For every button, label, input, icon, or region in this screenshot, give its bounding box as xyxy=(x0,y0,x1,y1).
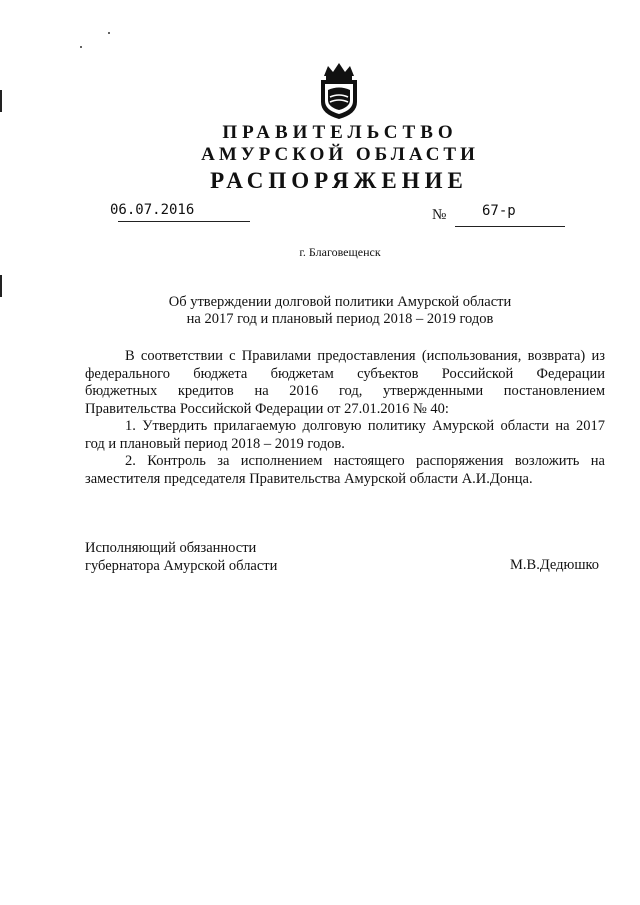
document-body xyxy=(85,348,605,488)
title-line: на 2017 год и плановый период 2018 – 2019 годов xyxy=(186,311,494,327)
title-line: Об утверждении долговой политики Амурской области xyxy=(168,294,512,310)
scan-speck xyxy=(108,32,110,34)
document-type: РАСПОРЯЖЕНИЕ xyxy=(210,168,468,193)
organization-name: ПРАВИТЕЛЬСТВО xyxy=(222,122,458,143)
body-line: бюджетных кредитов на 2016 год, утвержденными постановлением xyxy=(85,383,605,399)
date-underline xyxy=(118,221,250,222)
document-number: 67-р xyxy=(482,203,516,219)
signatory-name: М.В.Дедюшко xyxy=(510,557,600,573)
scan-edge-mark xyxy=(0,90,2,112)
body-line: 1. Утвердить прилагаемую долговую политику Амурской области на 2017 xyxy=(125,418,605,434)
signatory-position-line: Исполняющий обязанности xyxy=(85,540,257,556)
document-date: 06.07.2016 xyxy=(110,202,195,218)
body-line: заместителя председателя Правительства Амурской области А.И.Донца. xyxy=(85,470,533,487)
signatory-position-line: губернатора Амурской области xyxy=(85,558,278,574)
body-line: федерального бюджета бюджетам субъектов Российской Федерации xyxy=(85,365,605,382)
city-name: г. Благовещенск xyxy=(299,245,381,259)
body-line: Правительства Российской Федерации от 27.01.2016 № 40: xyxy=(85,400,449,417)
body-line: год и плановый период 2018 – 2019 годов. xyxy=(85,435,345,452)
body-line: В соответствии с Правилами предоставления (использования, возврата) из xyxy=(125,348,605,364)
number-sign: № xyxy=(432,207,447,223)
organization-region: АМУРСКОЙ ОБЛАСТИ xyxy=(201,144,479,165)
signatory-position xyxy=(85,539,277,575)
coat-of-arms-icon xyxy=(318,62,360,120)
body-line: 2. Контроль за исполнением настоящего распоряжения возложить на xyxy=(125,453,605,469)
number-underline xyxy=(455,226,565,227)
scan-speck xyxy=(80,46,82,48)
document-title xyxy=(0,294,640,328)
